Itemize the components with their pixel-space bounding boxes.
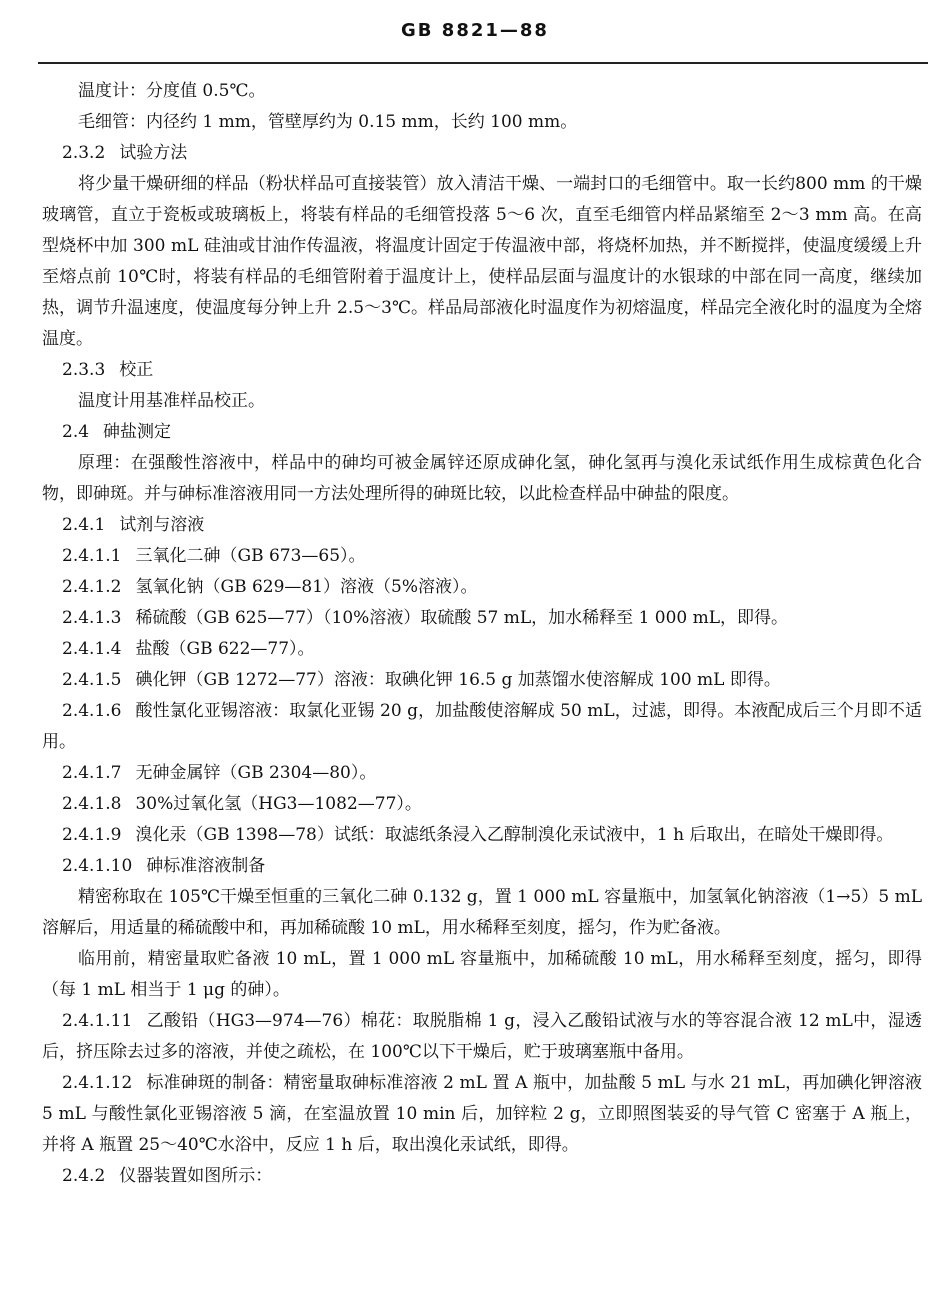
item-text: 30%过氧化氢（HG3—1082—77）。 xyxy=(135,794,422,814)
section-2-4-heading xyxy=(42,417,922,448)
item-text: 无砷金属锌（GB 2304—80）。 xyxy=(135,763,377,783)
section-number: 2.3.2 xyxy=(62,143,106,163)
item-2-4-1-9 xyxy=(42,820,922,851)
item-text: 盐酸（GB 622—77）。 xyxy=(135,639,315,659)
item-2-4-1-6 xyxy=(42,696,922,758)
item-number: 2.4.1.5 xyxy=(62,670,122,690)
item-text: 碘化钾（GB 1272—77）溶液：取碘化钾 16.5 g 加蒸馏水使溶解成 100 mL 即得。 xyxy=(135,670,781,690)
item-number: 2.4.1.2 xyxy=(62,577,122,597)
item-text: 三氧化二砷（GB 673—65）。 xyxy=(135,546,366,566)
section-number: 2.4 xyxy=(62,422,90,442)
before-use-paragraph: 临用前，精密量取贮备液 10 mL，置 1 000 mL 容量瓶中，加稀硫酸 10 mL，用水稀释至刻度，摇匀，即得（每 1 mL 相当于 1 μg 的砷）。 xyxy=(42,949,922,1000)
section-2-4-1-10-heading xyxy=(42,851,922,882)
item-number: 2.4.1.6 xyxy=(62,701,122,721)
section-title: 校正 xyxy=(119,360,154,380)
item-2-4-1-8 xyxy=(42,789,922,820)
item-number: 2.4.1.7 xyxy=(62,763,122,783)
item-2-4-1-1 xyxy=(42,541,922,572)
section-number: 2.4.2 xyxy=(62,1166,106,1186)
document-body xyxy=(42,76,922,1192)
item-number: 2.4.1.9 xyxy=(62,825,122,845)
section-number: 2.4.1 xyxy=(62,515,106,535)
item-2-4-1-7 xyxy=(42,758,922,789)
thermometer-line: 温度计：分度值 0.5℃。 xyxy=(78,81,266,101)
item-number: 2.4.1.12 xyxy=(62,1073,133,1093)
capillary-line: 毛细管：内径约 1 mm，管壁厚约为 0.15 mm，长约 100 mm。 xyxy=(78,112,578,132)
item-text: 稀硫酸（GB 625—77）（10%溶液）取硫酸 57 mL，加水稀释至 1 000 mL，即得。 xyxy=(135,608,789,628)
section-2-3-3-heading xyxy=(42,355,922,386)
item-2-4-1-12 xyxy=(42,1068,922,1161)
calibration-paragraph: 温度计用基准样品校正。 xyxy=(78,391,265,411)
section-number: 2.3.3 xyxy=(62,360,106,380)
item-2-4-1-4 xyxy=(42,634,922,665)
section-title: 砷盐测定 xyxy=(103,422,172,442)
item-2-4-1-5 xyxy=(42,665,922,696)
item-2-4-1-3 xyxy=(42,603,922,634)
section-number: 2.4.1.10 xyxy=(62,856,133,876)
item-number: 2.4.1.3 xyxy=(62,608,122,628)
item-number: 2.4.1.4 xyxy=(62,639,122,659)
item-2-4-1-11 xyxy=(42,1006,922,1068)
section-2-3-2-heading xyxy=(42,138,922,169)
item-text: 酸性氯化亚锡溶液：取氯化亚锡 20 g，加盐酸使溶解成 50 mL，过滤，即得。本液配成后三个月即不适用。 xyxy=(42,701,922,752)
page-header: GB 8821—88 xyxy=(401,20,549,41)
section-2-4-2 xyxy=(42,1161,922,1192)
section-text: 仪器装置如图所示： xyxy=(119,1166,273,1186)
item-text: 溴化汞（GB 1398—78）试纸：取滤纸条浸入乙醇制溴化汞试液中，1 h 后取出，在暗处干燥即得。 xyxy=(135,825,894,845)
header-rule xyxy=(38,62,928,64)
principle-paragraph: 原理：在强酸性溶液中，样品中的砷均可被金属锌还原成砷化氢，砷化氢再与溴化汞试纸作用生成棕黄色化合物，即砷斑。并与砷标准溶液用同一方法处理所得的砷斑比较，以此检查样品中砷盐的限度。 xyxy=(42,453,922,504)
item-text: 乙酸铅（HG3—974—76）棉花：取脱脂棉 1 g，浸入乙酸铅试液与水的等容混合液 12 mL中，湿透后，挤压除去过多的溶液，并使之疏松，在 100℃以下干燥后，贮于玻璃塞瓶中备用。 xyxy=(42,1011,922,1062)
item-number: 2.4.1.8 xyxy=(62,794,122,814)
section-2-4-1-heading xyxy=(42,510,922,541)
item-number: 2.4.1.1 xyxy=(62,546,122,566)
item-number: 2.4.1.11 xyxy=(62,1011,133,1031)
section-title: 试剂与溶液 xyxy=(119,515,205,535)
item-text: 标准砷斑的制备：精密量取砷标准溶液 2 mL 置 A 瓶中，加盐酸 5 mL 与水 21 mL，再加碘化钾溶液 5 mL 与酸性氯化亚锡溶液 5 滴，在室温放置 10 min 后，加锌粒 2 g，立即照图装妥的导气管 C 密塞于 A 瓶上，并将 A 瓶置 25～40℃水浴中，反应 1 h 后，取出溴化汞试纸，即得。 xyxy=(42,1073,922,1155)
standard-solution-paragraph: 精密称取在 105℃干燥至恒重的三氧化二砷 0.132 g，置 1 000 mL 容量瓶中，加氢氧化钠溶液（1→5）5 mL溶解后，用适量的稀硫酸中和，再加稀硫酸 10 mL，用水稀释至刻度，摇匀，作为贮备液。 xyxy=(42,887,922,938)
section-title: 砷标准溶液制备 xyxy=(146,856,266,876)
item-2-4-1-2 xyxy=(42,572,922,603)
section-title: 试验方法 xyxy=(119,143,188,163)
item-text: 氢氧化钠（GB 629—81）溶液（5%溶液）。 xyxy=(135,577,478,597)
test-method-paragraph: 将少量干燥研细的样品（粉状样品可直接装管）放入清洁干燥、一端封口的毛细管中。取一长约800 mm 的干燥玻璃管，直立于瓷板或玻璃板上，将装有样品的毛细管投落 5～6 次，直至毛细管内样品紧缩至 2～3 mm 高。在高型烧杯中加 300 mL 硅油或甘油作传温液，将温度计固定于传温液中部，将烧杯加热，并不断搅拌，使温度缓缓上升至熔点前 10℃时，将装有样品的毛细管附着于温度计上，使样品层面与温度计的水银球的中部在同一高度，继续加热，调节升温速度，使温度每分钟上升 2.5～3℃。样品局部液化时温度作为初熔温度，样品完全液化时的温度为全熔温度。 xyxy=(42,174,922,349)
